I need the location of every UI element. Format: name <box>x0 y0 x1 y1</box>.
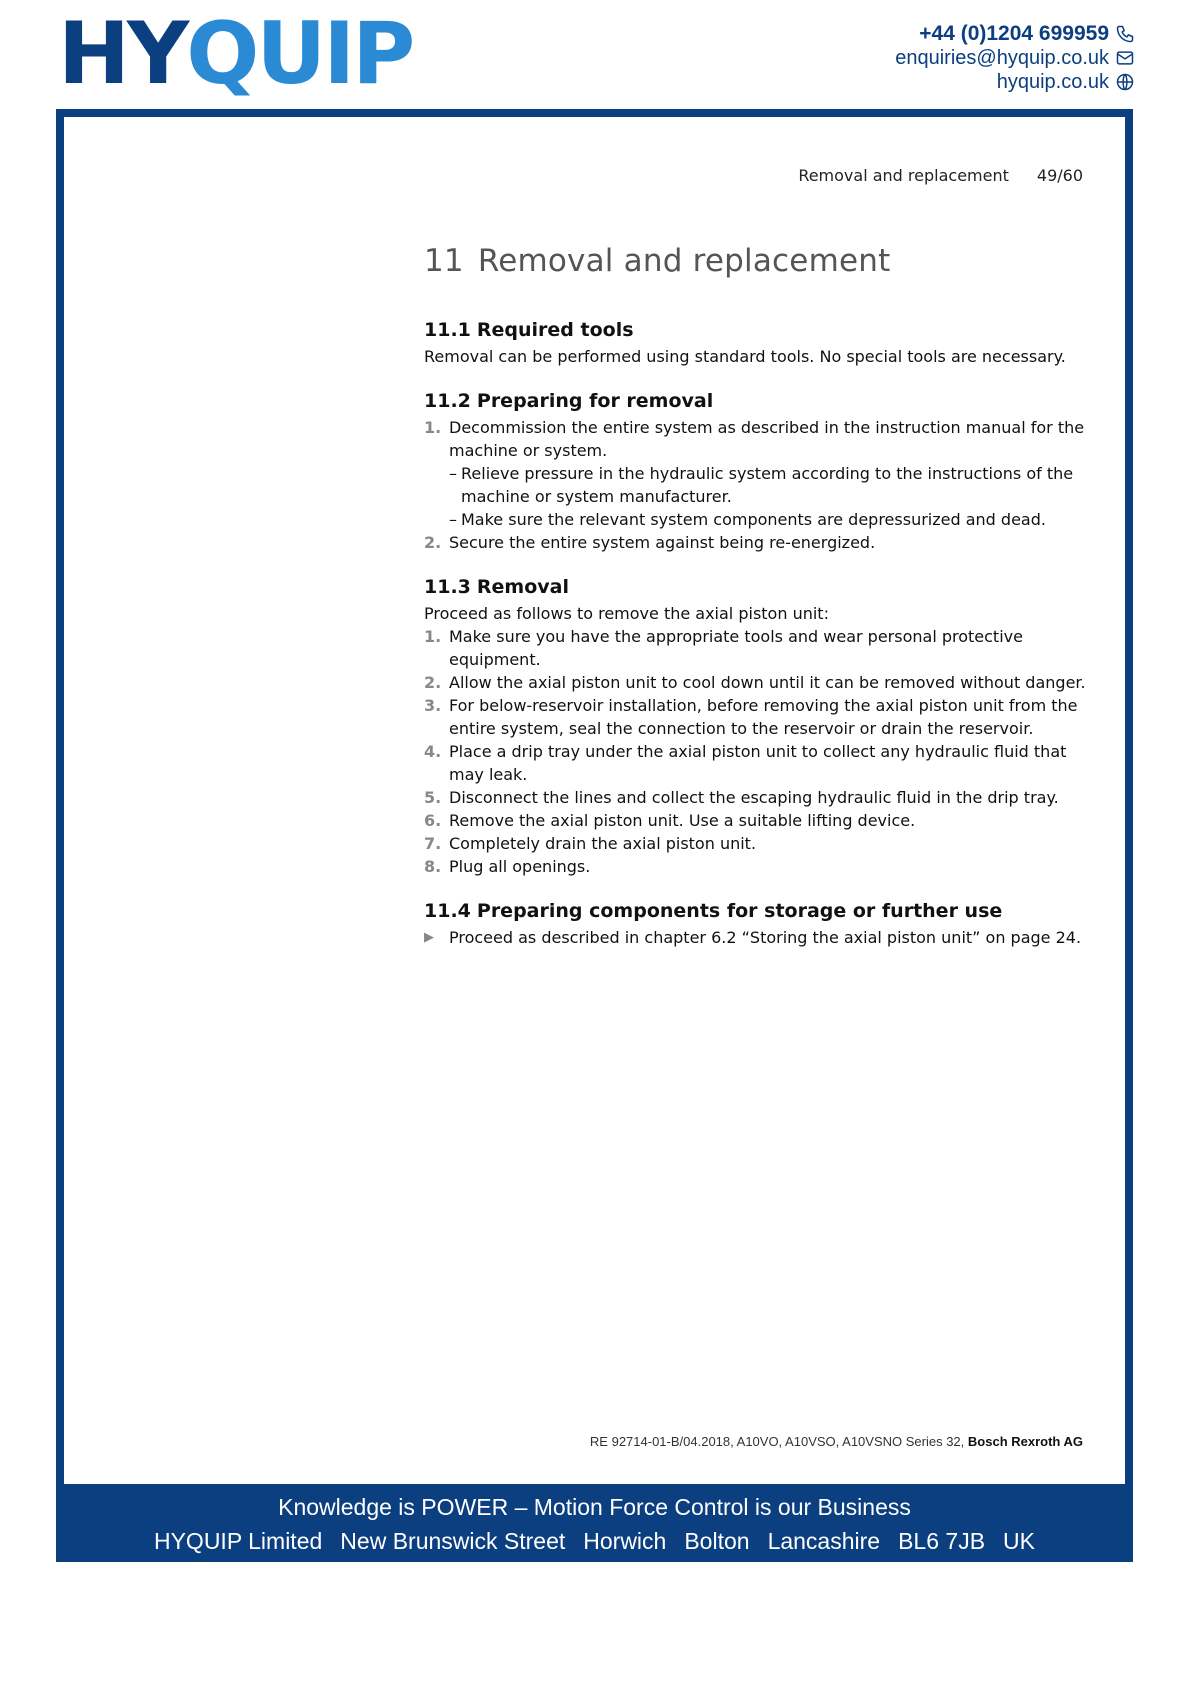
section-heading <box>424 388 1094 414</box>
address-part: Bolton <box>684 1528 750 1554</box>
document-reference <box>590 1434 1083 1449</box>
address-part: HYQUIP Limited <box>153 1528 323 1554</box>
running-head-title: Removal and replacement <box>798 166 1009 185</box>
contact-email-row <box>895 46 1135 70</box>
section-removal <box>424 574 1094 878</box>
sub-list <box>449 462 1094 531</box>
step-number: 8. <box>424 857 442 876</box>
section-title: Preparing for removal <box>476 390 714 412</box>
step-text: Disconnect the lines and collect the escaping hydraulic fluid in the drip tray. <box>449 788 1059 807</box>
running-head <box>798 166 1083 185</box>
section-text: Removal can be performed using standard tools. No special tools are necessary. <box>424 347 1066 366</box>
list-item <box>424 786 1094 809</box>
section-heading <box>424 317 1094 343</box>
step-text: Plug all openings. <box>449 857 591 876</box>
page-content <box>424 243 1094 969</box>
section-title: Removal <box>476 576 569 598</box>
globe-icon <box>1115 72 1135 92</box>
step-number: 7. <box>424 834 442 853</box>
step-number: 6. <box>424 811 442 830</box>
step-number: 3. <box>424 696 442 715</box>
list-item <box>424 832 1094 855</box>
website-link[interactable]: hyquip.co.uk <box>996 71 1109 93</box>
list-item <box>424 809 1094 832</box>
step-text: Remove the axial piston unit. Use a suitable lifting device. <box>449 811 916 830</box>
sub-list-item: – Make sure the relevant system components are depressurized and dead. <box>449 508 1094 531</box>
list-item <box>424 531 1094 554</box>
list-item <box>424 625 1094 671</box>
contact-phone-row <box>895 22 1135 46</box>
section-storage <box>424 898 1094 949</box>
section-heading <box>424 898 1094 924</box>
step-number: 4. <box>424 742 442 761</box>
address-part: New Brunswick Street <box>340 1528 566 1554</box>
chapter-number: 11 <box>424 243 464 279</box>
phone-number[interactable]: +44 (0)1204 699959 <box>919 22 1109 45</box>
chapter-title <box>424 243 1094 279</box>
section-required-tools <box>424 317 1094 368</box>
step-number: 5. <box>424 788 442 807</box>
section-title: Preparing components for storage or further use <box>476 900 1003 922</box>
section-number: 11.1 <box>424 319 471 341</box>
address-part: UK <box>1003 1528 1035 1554</box>
doc-company: Bosch Rexroth AG <box>967 1434 1083 1449</box>
slogan: Knowledge is POWER – Motion Force Control is our Business <box>278 1494 911 1520</box>
section-number: 11.4 <box>424 900 471 922</box>
action-item <box>424 926 1094 949</box>
step-number: 2. <box>424 673 442 692</box>
section-title: Required tools <box>476 319 634 341</box>
list-item <box>424 740 1094 786</box>
phone-icon <box>1115 24 1135 44</box>
doc-ref: RE 92714-01-B/04.2018, A10VO, A10VSO, A10VSNO Series 32, <box>589 1434 965 1449</box>
contact-block <box>895 22 1135 94</box>
step-number: 2. <box>424 533 442 552</box>
section-number: 11.3 <box>424 576 471 598</box>
step-text: For below-reservoir installation, before removing the axial piston unit from the entire system, seal the connection to the reservoir or drain the reservoir. <box>449 696 1078 738</box>
hyquip-logo <box>58 4 413 104</box>
footer-band <box>56 1484 1133 1562</box>
page-number: 49/60 <box>1036 166 1083 185</box>
company-address <box>56 1524 1133 1558</box>
section-intro: Proceed as follows to remove the axial piston unit: <box>424 604 829 623</box>
triangle-right-icon: ▶ <box>424 930 434 945</box>
list-item <box>424 416 1094 531</box>
step-text: Make sure you have the appropriate tools and wear personal protective equipment. <box>449 627 1023 669</box>
email-link[interactable]: enquiries@hyquip.co.uk <box>895 47 1109 69</box>
step-number: 1. <box>424 418 442 437</box>
list-item <box>424 694 1094 740</box>
logo-text-dark: HY <box>58 4 187 104</box>
address-part: Lancashire <box>767 1528 881 1554</box>
logo-text-light: QUIP <box>186 4 413 104</box>
list-item <box>424 855 1094 878</box>
contact-web-row <box>895 70 1135 94</box>
section-preparing-for-removal <box>424 388 1094 554</box>
chapter-title-text: Removal and replacement <box>477 243 891 279</box>
envelope-icon <box>1115 48 1135 68</box>
step-text: Completely drain the axial piston unit. <box>449 834 757 853</box>
step-text: Place a drip tray under the axial piston unit to collect any hydraulic fluid that may leak. <box>449 742 1067 784</box>
action-text: Proceed as described in chapter 6.2 “Storing the axial piston unit” on page 24. <box>449 928 1082 947</box>
section-number: 11.2 <box>424 390 471 412</box>
step-text: Allow the axial piston unit to cool down until it can be removed without danger. <box>449 673 1086 692</box>
step-list <box>424 416 1094 554</box>
step-text: Decommission the entire system as described in the instruction manual for the machine or system. <box>449 418 1085 460</box>
section-heading <box>424 574 1094 600</box>
sub-list-item: – Relieve pressure in the hydraulic system according to the instructions of the machine or system manufacturer. <box>449 462 1094 508</box>
list-item <box>424 671 1094 694</box>
step-number: 1. <box>424 627 442 646</box>
step-text: Secure the entire system against being re-energized. <box>449 533 876 552</box>
address-part: BL6 7JB <box>898 1528 986 1554</box>
step-list <box>424 625 1094 878</box>
address-part: Horwich <box>583 1528 667 1554</box>
